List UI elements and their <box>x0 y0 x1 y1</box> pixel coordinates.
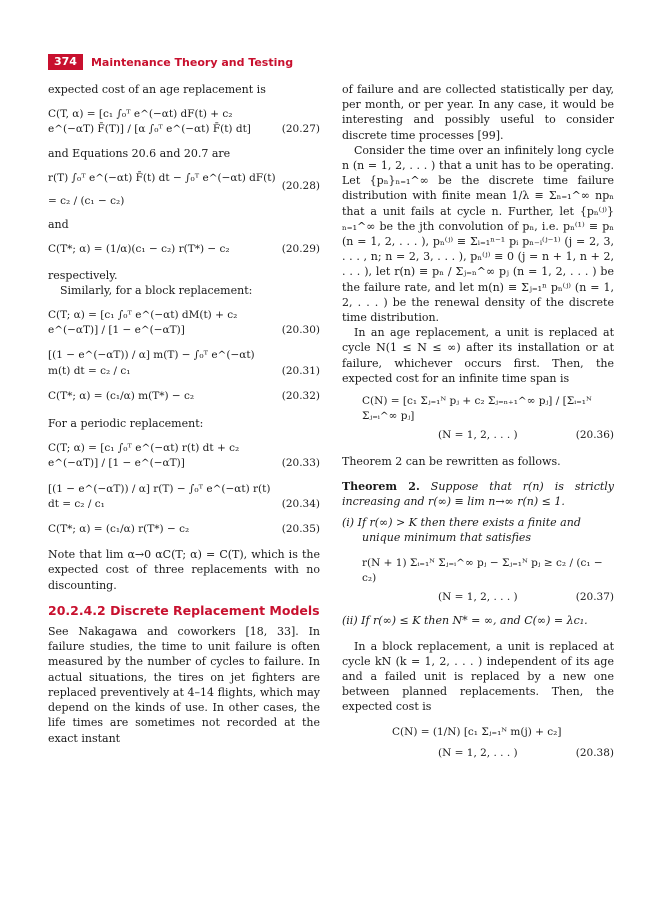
equation-20-28 <box>48 171 320 209</box>
equation-text: C(T*; α) = (1/α)(c₁ − c₂) r(T*) − c₂ <box>48 243 230 256</box>
equation-20-29 <box>48 242 320 257</box>
equation-20-38 <box>342 725 614 761</box>
equation-text: C(T, α) = [c₁ ∫₀ᵀ e^(−αt) dF(t) + c₂ e^(−αT) F̄(T)] / [α ∫₀ᵀ e^(−αt) F̄(t) dt] <box>48 108 251 136</box>
right-column <box>342 82 614 765</box>
equation-text: (N = 1, 2, . . . ) <box>438 746 518 759</box>
paragraph: and <box>48 218 69 232</box>
theorem-item: (ii) If r(∞) ≤ K then N* = ∞, and C(∞) = λc₁. <box>342 614 588 628</box>
equation-number: (20.37) <box>575 591 614 604</box>
paragraph: of failure and are collected statistically per day, per month, or per year. In any case, it would be interesting and possibly useful to consider discrete time processes [99]. <box>342 83 614 142</box>
equation-text: (N = 1, 2, . . . ) <box>438 591 518 604</box>
equation-number: (20.31) <box>281 364 320 377</box>
theorem <box>342 479 614 509</box>
running-title: Maintenance Theory and Testing <box>90 55 294 69</box>
equation-text: [(1 − e^(−αT)) / α] r(T) − ∫₀ᵀ e^(−αt) r(t) dt = c₂ / c₁ <box>48 482 271 510</box>
paragraph: Consider the time over an infinitely long cycle n (n = 1, 2, . . . ) that a unit has to be operating. Let {pₙ}ₙ₌₁^∞ be the discrete time failure distribution with finite mean 1/λ ≡ Σₙ₌₁^∞ npₙ that a unit fails at cycle n. Further, let {pₙ⁽ʲ⁾}ₙ₌₁^∞ be the jth convolution of pₙ, i.e. pₙ⁽¹⁾ ≡ pₙ (n = 1, 2, . . . ), pₙ⁽ʲ⁾ ≡ Σᵢ₌₁ⁿ⁻¹ pᵢ pₙ₋ᵢ⁽ʲ⁻¹⁾ (j = 2, 3, . . . , n; n = 2, 3, . . . ), pₙ⁽ʲ⁾ ≡ 0 (j = n + 1, n + 2, . . . ), let r(n) ≡ pₙ / Σⱼ₌ₙ^∞ pⱼ (n = 1, 2, . . . ) be the failure rate, and let m(n) ≡ Σⱼ₌₁ⁿ pₙ⁽ʲ⁾ (n = 1, 2, . . . ) be the renewal density of the discrete time distribution. <box>342 143 614 325</box>
equation-20-32 <box>48 389 320 404</box>
equation-number: (20.35) <box>281 523 320 536</box>
paragraph: Similarly, for a block replacement: <box>60 283 253 297</box>
equation-20-31 <box>48 348 320 378</box>
equation-20-33 <box>48 441 320 471</box>
equation-text: C(N) = (1/N) [c₁ Σⱼ₌₁ᴺ m(j) + c₂] <box>392 725 562 738</box>
section-heading: 20.2.4.2 Discrete Replacement Models <box>48 602 320 618</box>
equation-text: C(N) = [c₁ Σⱼ₌₁ᴺ pⱼ + c₂ Σⱼ₌ₙ₊₁^∞ pⱼ] / [Σᵢ₌₁ᴺ Σⱼ₌ᵢ^∞ pⱼ] <box>362 395 592 423</box>
equation-text: C(T*; α) = (c₁/α) r(T*) − c₂ <box>48 523 190 536</box>
equation-number: (20.27) <box>281 123 320 136</box>
equation-number: (20.29) <box>281 243 320 256</box>
equation-text: [(1 − e^(−αT)) / α] m(T) − ∫₀ᵀ e^(−αt) m(t) dt = c₂ / c₁ <box>48 349 255 377</box>
paragraph: See Nakagawa and coworkers [18, 33]. In failure studies, the time to unit failure is often measured by the number of cycles to failure. In actual situations, the tires on jet fighters are replaced preventively at 4–14 flights, which may depend on the kinds of use. In other cases, the life times are sometimes not recorded at the exact instant <box>48 625 320 745</box>
equation-text: r(T) ∫₀ᵀ e^(−αt) F̄(t) dt − ∫₀ᵀ e^(−αt) dF(t) <box>48 171 276 184</box>
paragraph: For a periodic replacement: <box>48 417 204 431</box>
equation-20-30 <box>48 308 320 338</box>
page-number: 374 <box>48 54 83 70</box>
paragraph: respectively. <box>48 268 118 282</box>
equation-20-34 <box>48 482 320 512</box>
equation-20-37 <box>342 556 614 606</box>
paragraph: Theorem 2 can be rewritten as follows. <box>342 454 561 468</box>
paragraph: In an age replacement, a unit is replaced at cycle N(1 ≤ N ≤ ∞) after its installation or at failure, whichever occurs first. Then, the expected cost for an infinite time span is <box>342 326 614 385</box>
equation-number: (20.38) <box>575 746 614 759</box>
running-header <box>48 54 293 70</box>
equation-20-27 <box>48 107 320 137</box>
theorem-text: Suppose that r(n) is strictly increasing and r(∞) ≡ lim n→∞ r(n) ≤ 1. <box>342 479 615 509</box>
equation-text: C(T; α) = [c₁ ∫₀ᵀ e^(−αt) dM(t) + c₂ e^(−αT)] / [1 − e^(−αT)] <box>48 309 238 337</box>
equation-text: C(T; α) = [c₁ ∫₀ᵀ e^(−αt) r(t) dt + c₂ e^(−αT)] / [1 − e^(−αT)] <box>48 442 240 470</box>
equation-20-35 <box>48 522 320 537</box>
equation-text: = c₂ / (c₁ − c₂) <box>48 195 125 208</box>
paragraph: Note that lim α→0 αC(T; α) = C(T), which is the expected cost of three replacements with no discounting. <box>48 548 320 592</box>
equation-text: (N = 1, 2, . . . ) <box>438 429 518 442</box>
left-column <box>48 82 320 746</box>
equation-number: (20.34) <box>281 497 320 510</box>
equation-number: (20.30) <box>281 324 320 337</box>
equation-number: (20.33) <box>281 457 320 470</box>
equation-number: (20.32) <box>281 389 320 402</box>
theorem-item: (i) If r(∞) > K then there exists a finite and unique minimum that satisfies <box>342 516 581 545</box>
equation-number: (20.36) <box>575 429 614 442</box>
equation-20-36 <box>342 394 614 444</box>
paragraph: and Equations 20.6 and 20.7 are <box>48 146 231 160</box>
theorem-label: Theorem 2. <box>342 479 420 493</box>
paragraph: In a block replacement, a unit is replaced at cycle kN (k = 1, 2, . . . ) independent of its age and a failed unit is replaced by a new one between planned replacements. Then, the expected cost is <box>342 639 614 714</box>
equation-number: (20.28) <box>281 180 320 193</box>
equation-text: C(T*; α) = (c₁/α) m(T*) − c₂ <box>48 389 195 402</box>
equation-text: r(N + 1) Σᵢ₌₁ᴺ Σⱼ₌ᵢ^∞ pⱼ − Σⱼ₌₁ᴺ pⱼ ≥ c₂ / (c₁ − c₂) <box>362 556 603 584</box>
paragraph: expected cost of an age replacement is <box>48 83 266 96</box>
